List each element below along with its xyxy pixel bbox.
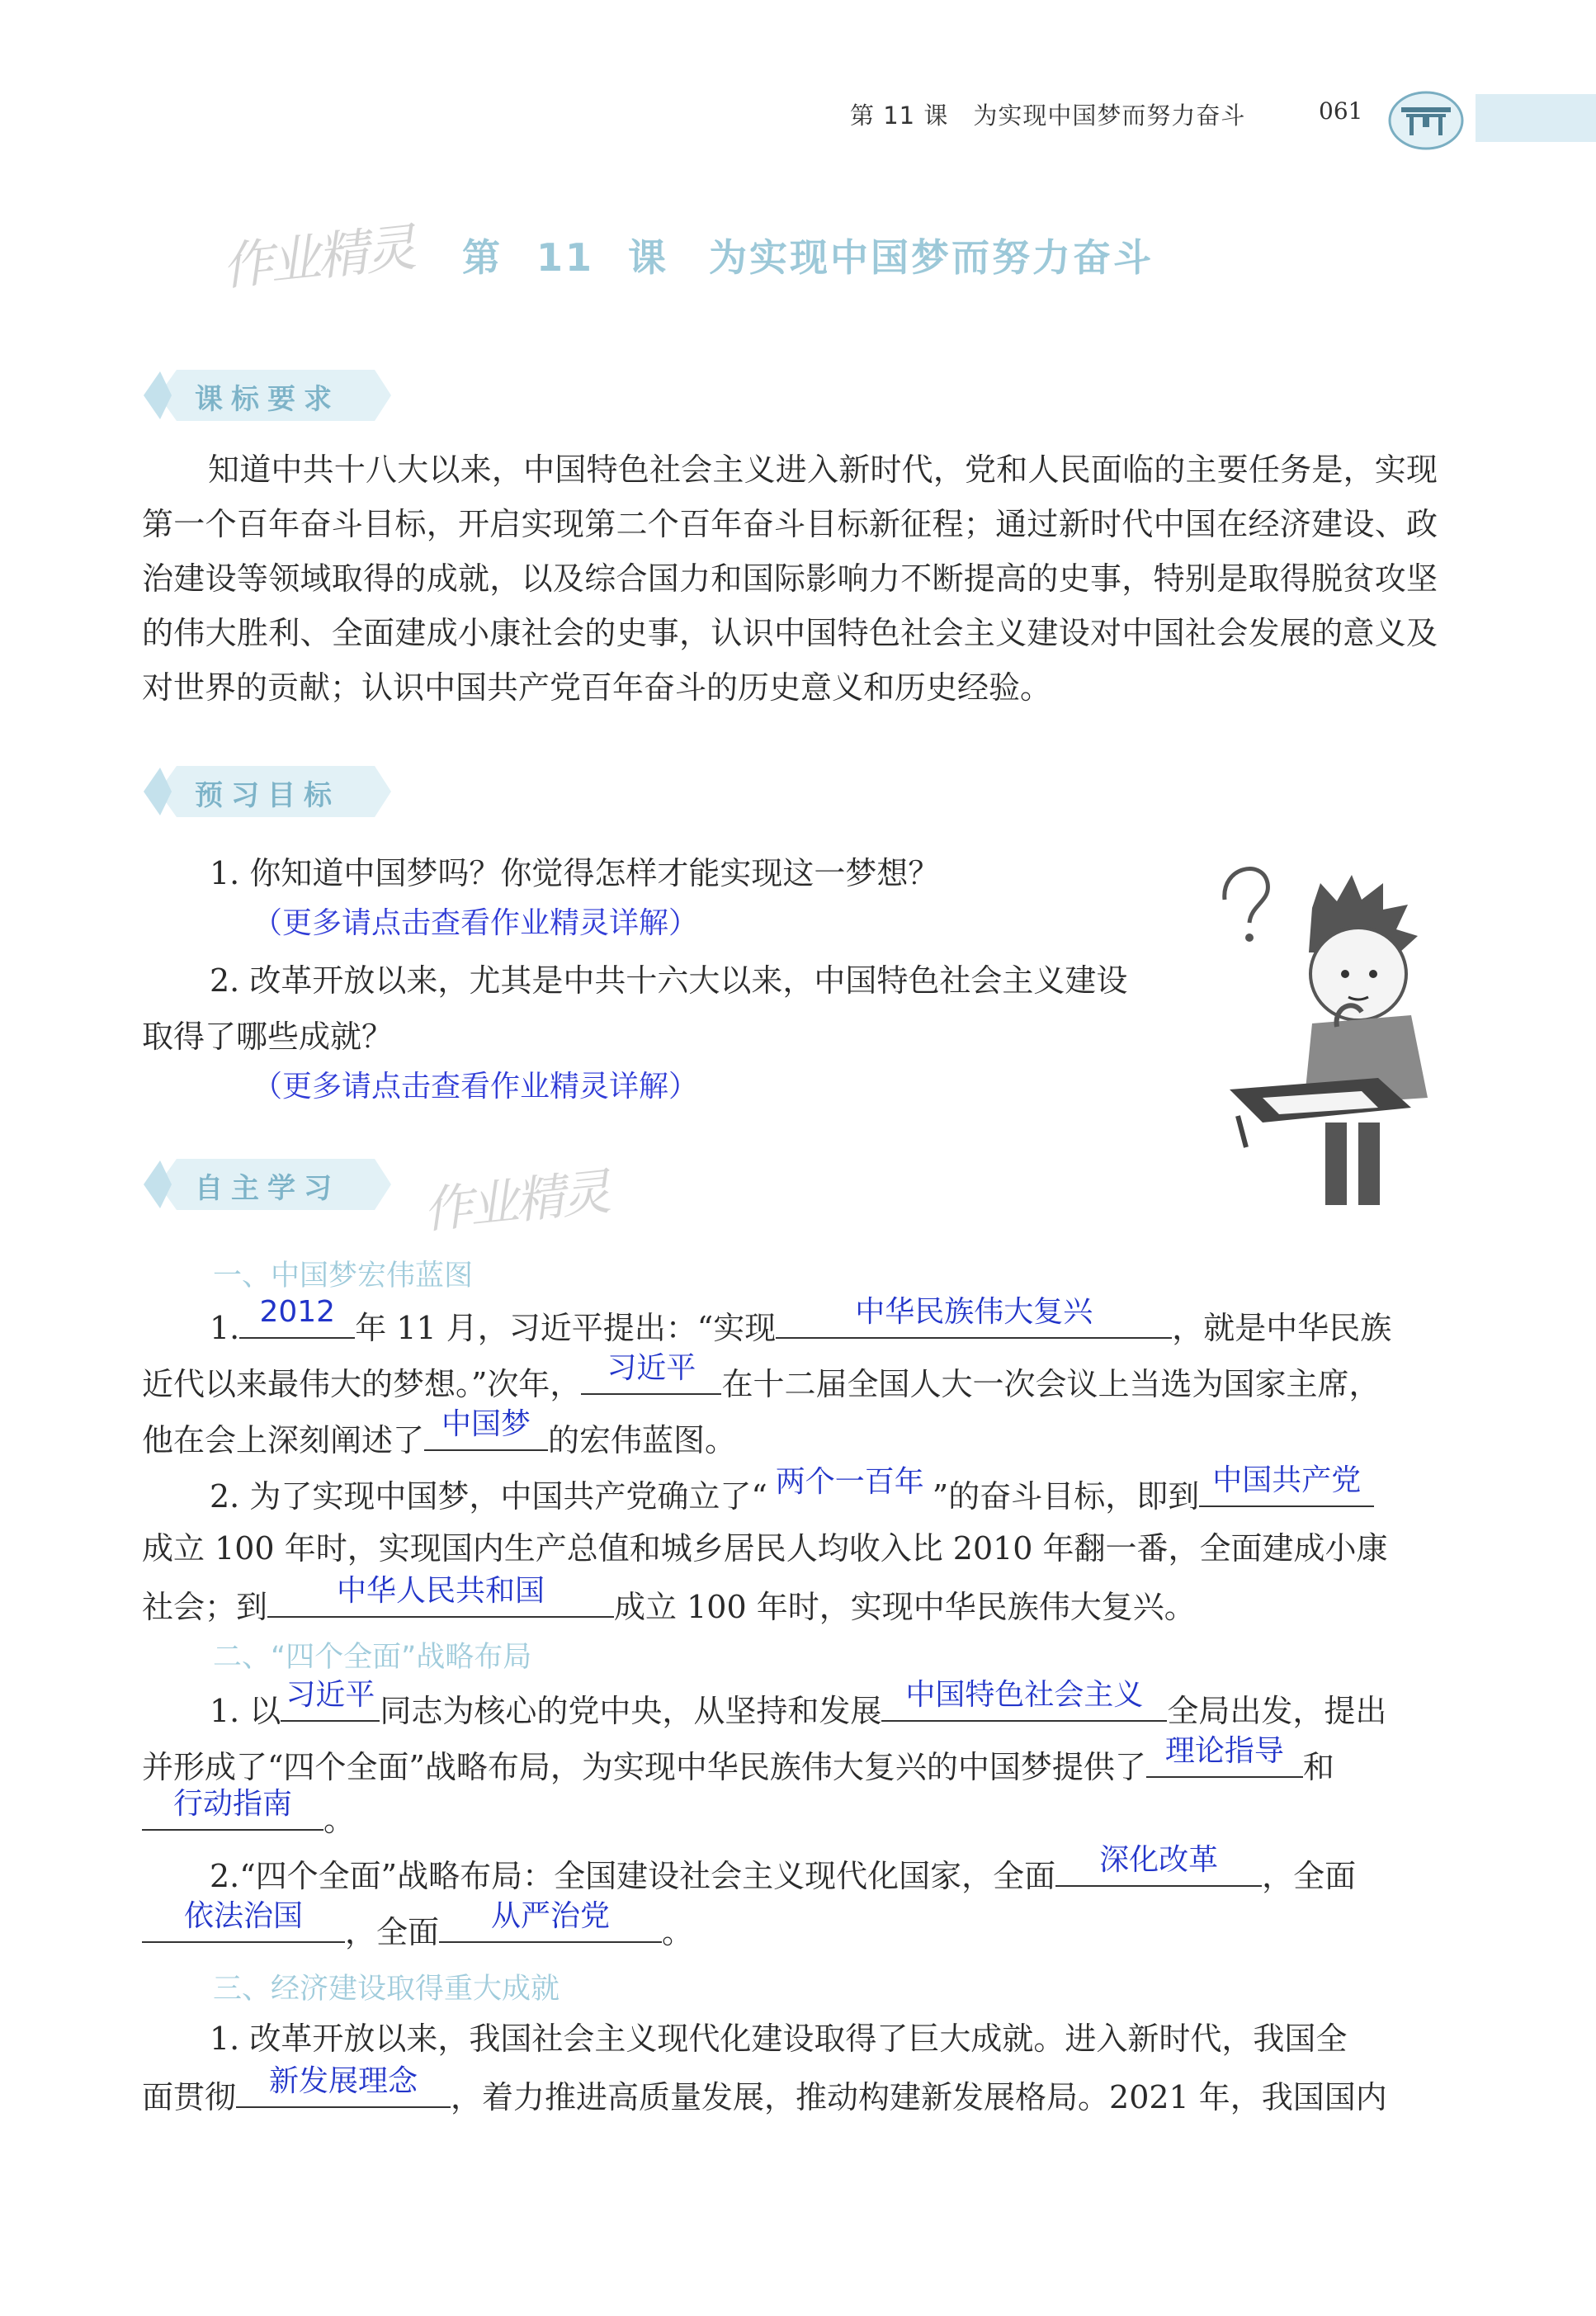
p1-line-2: 近代以来最伟大的梦想。”次年， 习近平 在十二届全国人大一次会议上当选为国家主席， (142, 1351, 1381, 1402)
blank-1-2: 中华民族伟大复兴 (776, 1304, 1172, 1339)
blank-2-4: 行动指南 (142, 1796, 323, 1831)
blank-1-1: 2012 (239, 1304, 355, 1339)
blank-1-6: 中国共产党 (1199, 1472, 1374, 1507)
watermark: 作业精灵 (219, 217, 416, 297)
p1-line-3: 他在会上深刻阐述了 中国梦 的宏伟蓝图。 (142, 1407, 737, 1458)
blank-2-1: 习近平 (281, 1687, 380, 1722)
blank-2-2: 中国特色社会主义 (881, 1687, 1167, 1722)
p3-line-1: 1. 改革开放以来，我国社会主义现代化建设取得了巨大成就。进入新时代，我国全 (210, 2021, 1348, 2057)
hint-link-2[interactable]: （更多请点击查看作业精灵详解） (253, 1070, 699, 1104)
subheading-1: 一、中国梦宏伟蓝图 (213, 1260, 474, 1293)
curriculum-requirement-text: 知道中共十八大以来，中国特色社会主义进入新时代，党和人民面临的主要任务是，实现第一个百年奋斗目标，开启实现第二个百年奋斗目标新征程；通过新时代中国在经济建设、政治建设等领域取得的成就，以及综合国力和国际影响力不断提高的史事，特别是取得脱贫攻坚的伟大胜利、全面建成小康社会的史事，认识中国特色社会主义建设对中国社会发展的意义及对世界的贡献；认识中国共产党百年奋斗的历史意义和历史经验。 (142, 451, 1438, 706)
blank-1-7: 中华人民共和国 (267, 1583, 614, 1618)
section-label-yuxi: 预习目标 (144, 761, 391, 822)
blank-1-5: 两个一百年 (775, 1465, 924, 1499)
section-label-zizhu: 自主学习 (144, 1154, 391, 1215)
preview-question-2b: 取得了哪些成就？ (142, 1019, 394, 1055)
thinking-boy-illustration (1213, 850, 1461, 1213)
lesson-title: 第 11 课 为实现中国梦而努力奋斗 (462, 235, 1155, 280)
blank-1-4: 中国梦 (424, 1416, 548, 1451)
p2-line-1: 1. 以 习近平 同志为核心的党中央，从坚持和发展 中国特色社会主义 全局出发，提出 (210, 1678, 1387, 1729)
preview-question-2a: 2. 改革开放以来，尤其是中共十六大以来，中国特色社会主义建设 (210, 962, 1128, 999)
page-number: 061 (1319, 97, 1363, 125)
subheading-2: 二、“四个全面”战略布局 (213, 1641, 532, 1674)
p1-line-6: 社会；到 中华人民共和国 成立 100 年时，实现中华民族伟大复兴。 (142, 1574, 1196, 1625)
p2-line-4: 2.“四个全面”战略布局：全国建设社会主义现代化国家，全面 深化改革 ，全面 (210, 1843, 1357, 1894)
p1-line-4: 2. 为了实现中国梦，中国共产党确立了“ 两个一百年 ”的奋斗目标，即到 中国共产党 (210, 1472, 1374, 1516)
blank-2-7: 从严治党 (439, 1908, 662, 1943)
blank-3-1: 新发展理念 (236, 2073, 451, 2108)
section-label-kebiao: 课标要求 (144, 365, 391, 426)
gate-logo-icon (1386, 86, 1466, 152)
watermark: 作业精灵 (420, 1163, 611, 1241)
blank-2-6: 依法治国 (142, 1908, 345, 1943)
p2-line-2: 并形成了“四个全面”战略布局，为实现中华民族伟大复兴的中国梦提供了 理论指导 和 (142, 1734, 1334, 1785)
hint-link-1[interactable]: （更多请点击查看作业精灵详解） (253, 906, 699, 940)
blank-2-5: 深化改革 (1055, 1852, 1262, 1887)
preview-question-1: 1. 你知道中国梦吗？你觉得怎样才能实现这一梦想？ (210, 855, 940, 891)
p3-line-2: 面贯彻 新发展理念 ，着力推进高质量发展，推动构建新发展格局。2021 年，我国国内 (142, 2064, 1387, 2115)
running-header: 第 11 课 为实现中国梦而努力奋斗 (850, 102, 1246, 130)
subheading-3: 三、经济建设取得重大成就 (213, 1973, 560, 2006)
p1-line-5: 成立 100 年时，实现国内生产总值和城乡居民人均收入比 2010 年翻一番，全面建成小康 (142, 1530, 1388, 1567)
p1-line-1: 1. 2012 年 11 月，习近平提出：“实现 中华民族伟大复兴 ，就是中华民族 (210, 1295, 1392, 1346)
blank-2-3: 理论指导 (1146, 1743, 1303, 1778)
p2-line-5: 依法治国 ，全面 从严治党 。 (142, 1908, 693, 1952)
blank-1-3: 习近平 (581, 1360, 721, 1395)
header-tab-decoration (1476, 94, 1596, 142)
p2-line-3: 行动指南 。 (142, 1796, 355, 1840)
